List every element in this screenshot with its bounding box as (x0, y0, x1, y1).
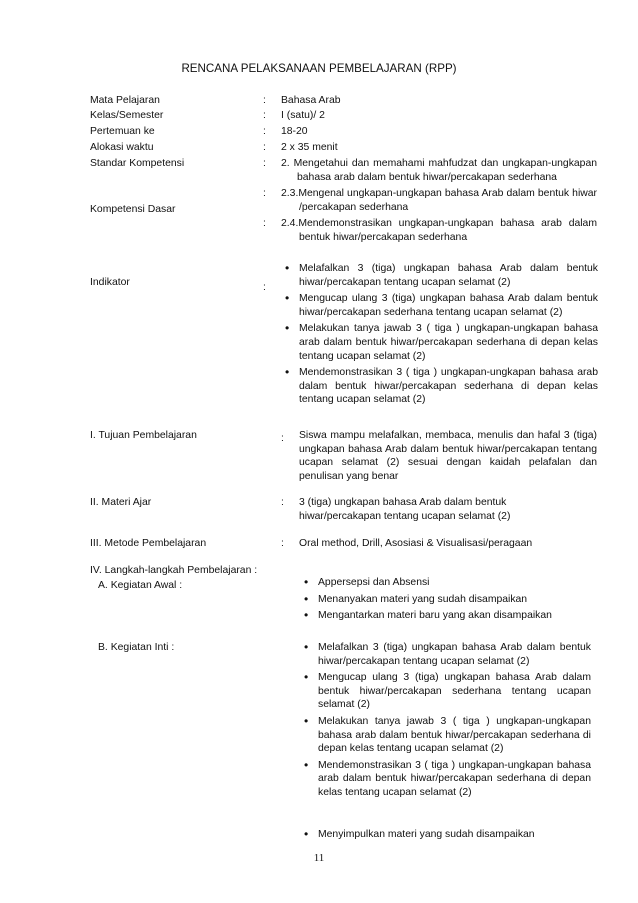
list-item: • Mengucap ulang 3 (tiga) ungkapan bahasa Arab dalam bentuk hiwar/percakapan sederhana tentang ucapan selamat (2) (282, 292, 598, 319)
list-item: • Mendemonstrasikan 3 ( tiga ) ungkapan-ungkapan bahasa arab dalam bentuk hiwar/percakapan sederhana di depan kelas tentang ucapan selamat (2) (301, 759, 591, 800)
page-number: 11 (313, 852, 325, 864)
value-tujuan-pembelajaran: Siswa mampu melafalkan, membaca, menulis dan hafal 3 (tiga) ungkapan bahasa Arab dalam bentuk hiwar/percakapan tentang ucapan selamat (2) sesuai dengan kaidah pelafalan dan penulisan yang benar (299, 430, 597, 482)
label-standar-kompetensi: Standar Kompetensi (90, 158, 185, 169)
list-item: • Appersepsi dan Absensi (301, 576, 597, 590)
kegiatan-awal-list (301, 576, 597, 623)
value-mata-pelajaran: Bahasa Arab (281, 95, 341, 106)
colon: : (281, 433, 284, 444)
colon: : (263, 95, 266, 106)
label-kegiatan-inti: B. Kegiatan Inti : (98, 642, 175, 653)
value-pertemuan: 18-20 (281, 126, 308, 137)
indikator-list (282, 262, 598, 407)
colon: : (281, 497, 284, 508)
value-alokasi-waktu: 2 x 35 menit (281, 142, 338, 153)
penutup-list (301, 828, 591, 842)
label-indikator: Indikator (90, 277, 130, 288)
value-kelas-semester: I (satu)/ 2 (281, 110, 325, 121)
list-item: • Menyimpulkan materi yang sudah disampaikan (301, 828, 591, 842)
kegiatan-inti-list (301, 641, 591, 800)
label-kompetensi-dasar: Kompetensi Dasar (90, 204, 176, 215)
list-item: • Menanyakan materi yang sudah disampaikan (301, 593, 597, 607)
list-item: • Mendemonstrasikan 3 ( tiga ) ungkapan-ungkapan bahasa arab dalam bentuk hiwar/percakapan sederhana di depan kelas tentang ucapan selamat (2) (282, 366, 598, 407)
colon: : (263, 282, 266, 293)
label-mata-pelajaran: Mata Pelajaran (90, 95, 160, 106)
colon: : (263, 126, 266, 137)
list-item: • Melafalkan 3 (tiga) ungkapan bahasa Arab dalam bentuk hiwar/percakapan tentang ucapan selamat (2) (301, 641, 591, 668)
label-pertemuan: Pertemuan ke (90, 126, 155, 137)
colon: : (281, 538, 284, 549)
document-title: RENCANA PELAKSANAAN PEMBELAJARAN (RPP) (181, 62, 457, 75)
list-item: • Melakukan tanya jawab 3 ( tiga ) ungkapan-ungkapan bahasa arab dalam bentuk hiwar/percakapan sederhana di depan kelas tentang ucapan selamat (2) (282, 322, 598, 363)
value-materi-ajar: 3 (tiga) ungkapan bahasa Arab dalam bentuk hiwar/percakapan tentang ucapan selamat (2) (299, 497, 511, 522)
value-standar-kompetensi: 2. Mengetahui dan memahami mahfudzat dan ungkapan-ungkapan bahasa arab dalam bentuk hiwar/percakapan sederhana (281, 158, 597, 183)
label-tujuan-pembelajaran: I. Tujuan Pembelajaran (90, 430, 197, 441)
label-langkah-pembelajaran: IV. Langkah-langkah Pembelajaran : (90, 565, 258, 576)
label-metode-pembelajaran: III. Metode Pembelajaran (90, 538, 207, 549)
list-item: • Melafalkan 3 (tiga) ungkapan bahasa Arab dalam bentuk hiwar/percakapan tentang ucapan selamat (2) (282, 262, 598, 289)
colon: : (263, 110, 266, 121)
colon: : (263, 218, 266, 229)
list-item: • Mengantarkan materi baru yang akan disampaikan (301, 609, 597, 623)
value-metode-pembelajaran: Oral method, Drill, Asosiasi & Visualisasi/peragaan (299, 538, 533, 549)
label-kelas-semester: Kelas/Semester (90, 110, 164, 121)
colon: : (263, 158, 266, 169)
list-item: • Melakukan tanya jawab 3 ( tiga ) ungkapan-ungkapan bahasa arab dalam bentuk hiwar/percakapan sederhana di depan kelas tentang ucapan selamat (2) (301, 715, 591, 756)
value-kd-2-4: 2.4.Mendemonstrasikan ungkapan-ungkapan bahasa arab dalam bentuk hiwar/percakapan sederhana (281, 218, 597, 243)
label-alokasi-waktu: Alokasi waktu (90, 142, 154, 153)
value-kd-2-3: 2.3.Mengenal ungkapan-ungkapan bahasa Arab dalam bentuk hiwar /percakapan sederhana (281, 188, 597, 213)
colon: : (263, 142, 266, 153)
label-materi-ajar: II. Materi Ajar (90, 497, 152, 508)
label-kegiatan-awal: A. Kegiatan Awal : (98, 580, 183, 591)
list-item: • Mengucap ulang 3 (tiga) ungkapan bahasa Arab dalam bentuk hiwar/percakapan sederhana tentang ucapan selamat (2) (301, 671, 591, 712)
colon: : (263, 188, 266, 199)
